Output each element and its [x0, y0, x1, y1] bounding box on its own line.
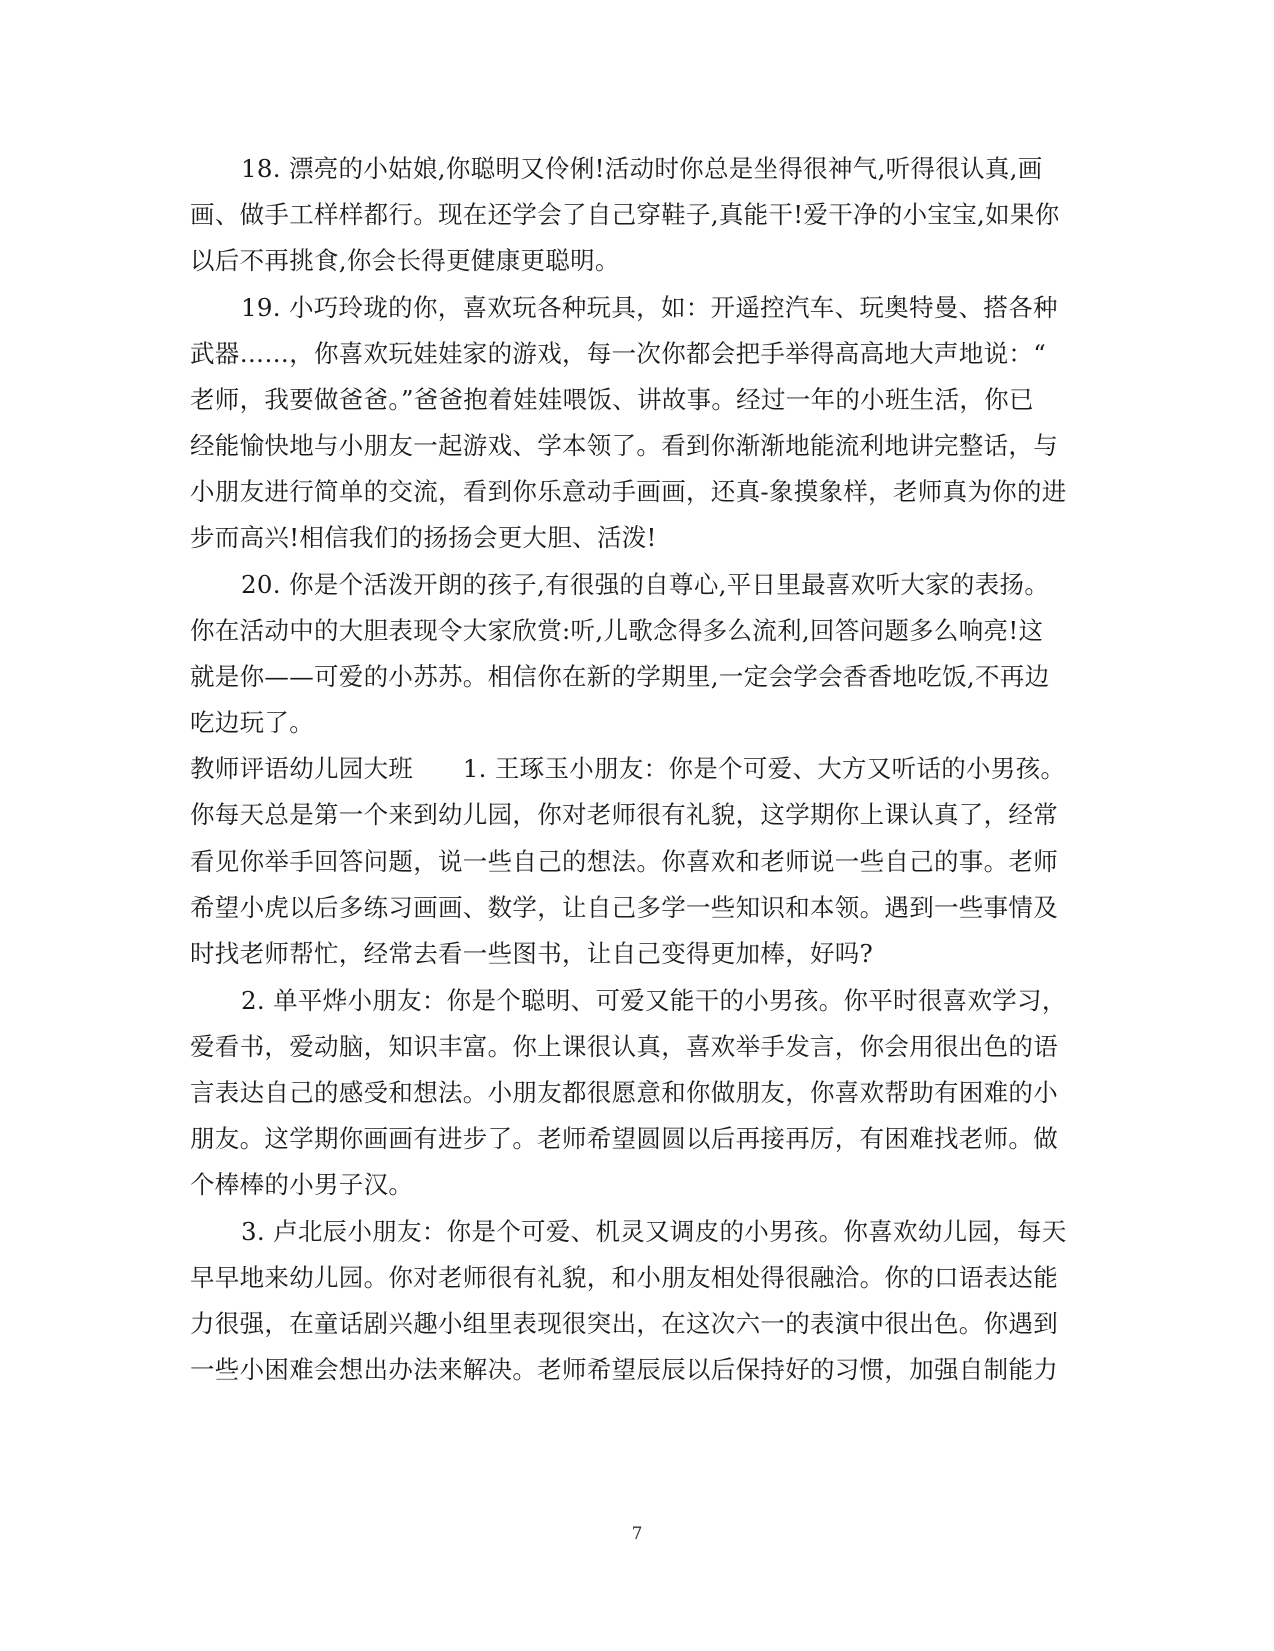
text-line: 朋友。这学期你画画有进步了。老师希望圆圆以后再接再厉，有困难找老师。做 — [190, 1124, 1058, 1153]
text-line: 2. 单平烨小朋友：你是个聪明、可爱又能干的小男孩。你平时很喜欢学习， — [241, 986, 1067, 1015]
section-heading-line: 教师评语幼儿园大班 1. 王琢玉小朋友：你是个可爱、大方又听话的小男孩。 — [190, 754, 1066, 783]
text-line: 画、做手工样样都行。现在还学会了自己穿鞋子,真能干!爱干净的小宝宝,如果你 — [190, 200, 1060, 229]
text-line: 爱看书，爱动脑，知识丰富。你上课很认真，喜欢举手发言，你会用很出色的语 — [190, 1032, 1058, 1061]
text-line: 力很强，在童话剧兴趣小组里表现很突出，在这次六一的表演中很出色。你遇到 — [190, 1309, 1058, 1338]
text-line: 老师，我要做爸爸。”爸爸抱着娃娃喂饭、讲故事。经过一年的小班生活，你已 — [190, 385, 1034, 414]
text-line: 小朋友进行简单的交流，看到你乐意动手画画，还真-象摸象样，老师真为你的进 — [190, 477, 1067, 506]
text-line: 就是你——可爱的小苏苏。相信你在新的学期里,一定会学会香香地吃饭,不再边 — [190, 662, 1050, 691]
text-line: 20. 你是个活泼开朗的孩子,有很强的自尊心,平日里最喜欢听大家的表扬。 — [241, 570, 1050, 599]
text-line: 言表达自己的感受和想法。小朋友都很愿意和你做朋友，你喜欢帮助有困难的小 — [190, 1078, 1058, 1107]
text-line: 个棒棒的小男子汉。 — [190, 1170, 414, 1199]
text-line: 你每天总是第一个来到幼儿园，你对老师很有礼貌，这学期你上课认真了，经常 — [190, 800, 1058, 829]
text-line: 以后不再挑食,你会长得更健康更聪明。 — [190, 246, 620, 275]
text-line: 经能愉快地与小朋友一起游戏、学本领了。看到你渐渐地能流利地讲完整话，与 — [190, 431, 1058, 460]
page-number: 7 — [631, 1524, 643, 1544]
text-line: 18. 漂亮的小姑娘,你聪明又伶俐!活动时你总是坐得很神气,听得很认真,画 — [241, 154, 1043, 183]
text-line: 武器……，你喜欢玩娃娃家的游戏，每一次你都会把手举得高高地大声地说：“ — [190, 339, 1047, 368]
text-line: 吃边玩了。 — [190, 708, 314, 737]
text-line: 3. 卢北辰小朋友：你是个可爱、机灵又调皮的小男孩。你喜欢幼儿园，每天 — [241, 1217, 1067, 1246]
text-line: 一些小困难会想出办法来解决。老师希望辰辰以后保持好的习惯，加强自制能力 — [190, 1355, 1058, 1384]
text-line: 早早地来幼儿园。你对老师很有礼貌，和小朋友相处得很融洽。你的口语表达能 — [190, 1263, 1058, 1292]
text-line: 19. 小巧玲珑的你，喜欢玩各种玩具，如：开遥控汽车、玩奥特曼、搭各种 — [241, 293, 1058, 322]
text-line: 你在活动中的大胆表现令大家欣赏:听,儿歌念得多么流利,回答问题多么响亮!这 — [190, 616, 1044, 645]
text-line: 看见你举手回答问题，说一些自己的想法。你喜欢和老师说一些自己的事。老师 — [190, 847, 1058, 876]
text-line: 时找老师帮忙，经常去看一些图书，让自己变得更加棒，好吗? — [190, 939, 874, 968]
text-line: 希望小虎以后多练习画画、数学，让自己多学一些知识和本领。遇到一些事情及 — [190, 893, 1058, 922]
text-line: 步而高兴!相信我们的扬扬会更大胆、活泼! — [190, 523, 657, 552]
